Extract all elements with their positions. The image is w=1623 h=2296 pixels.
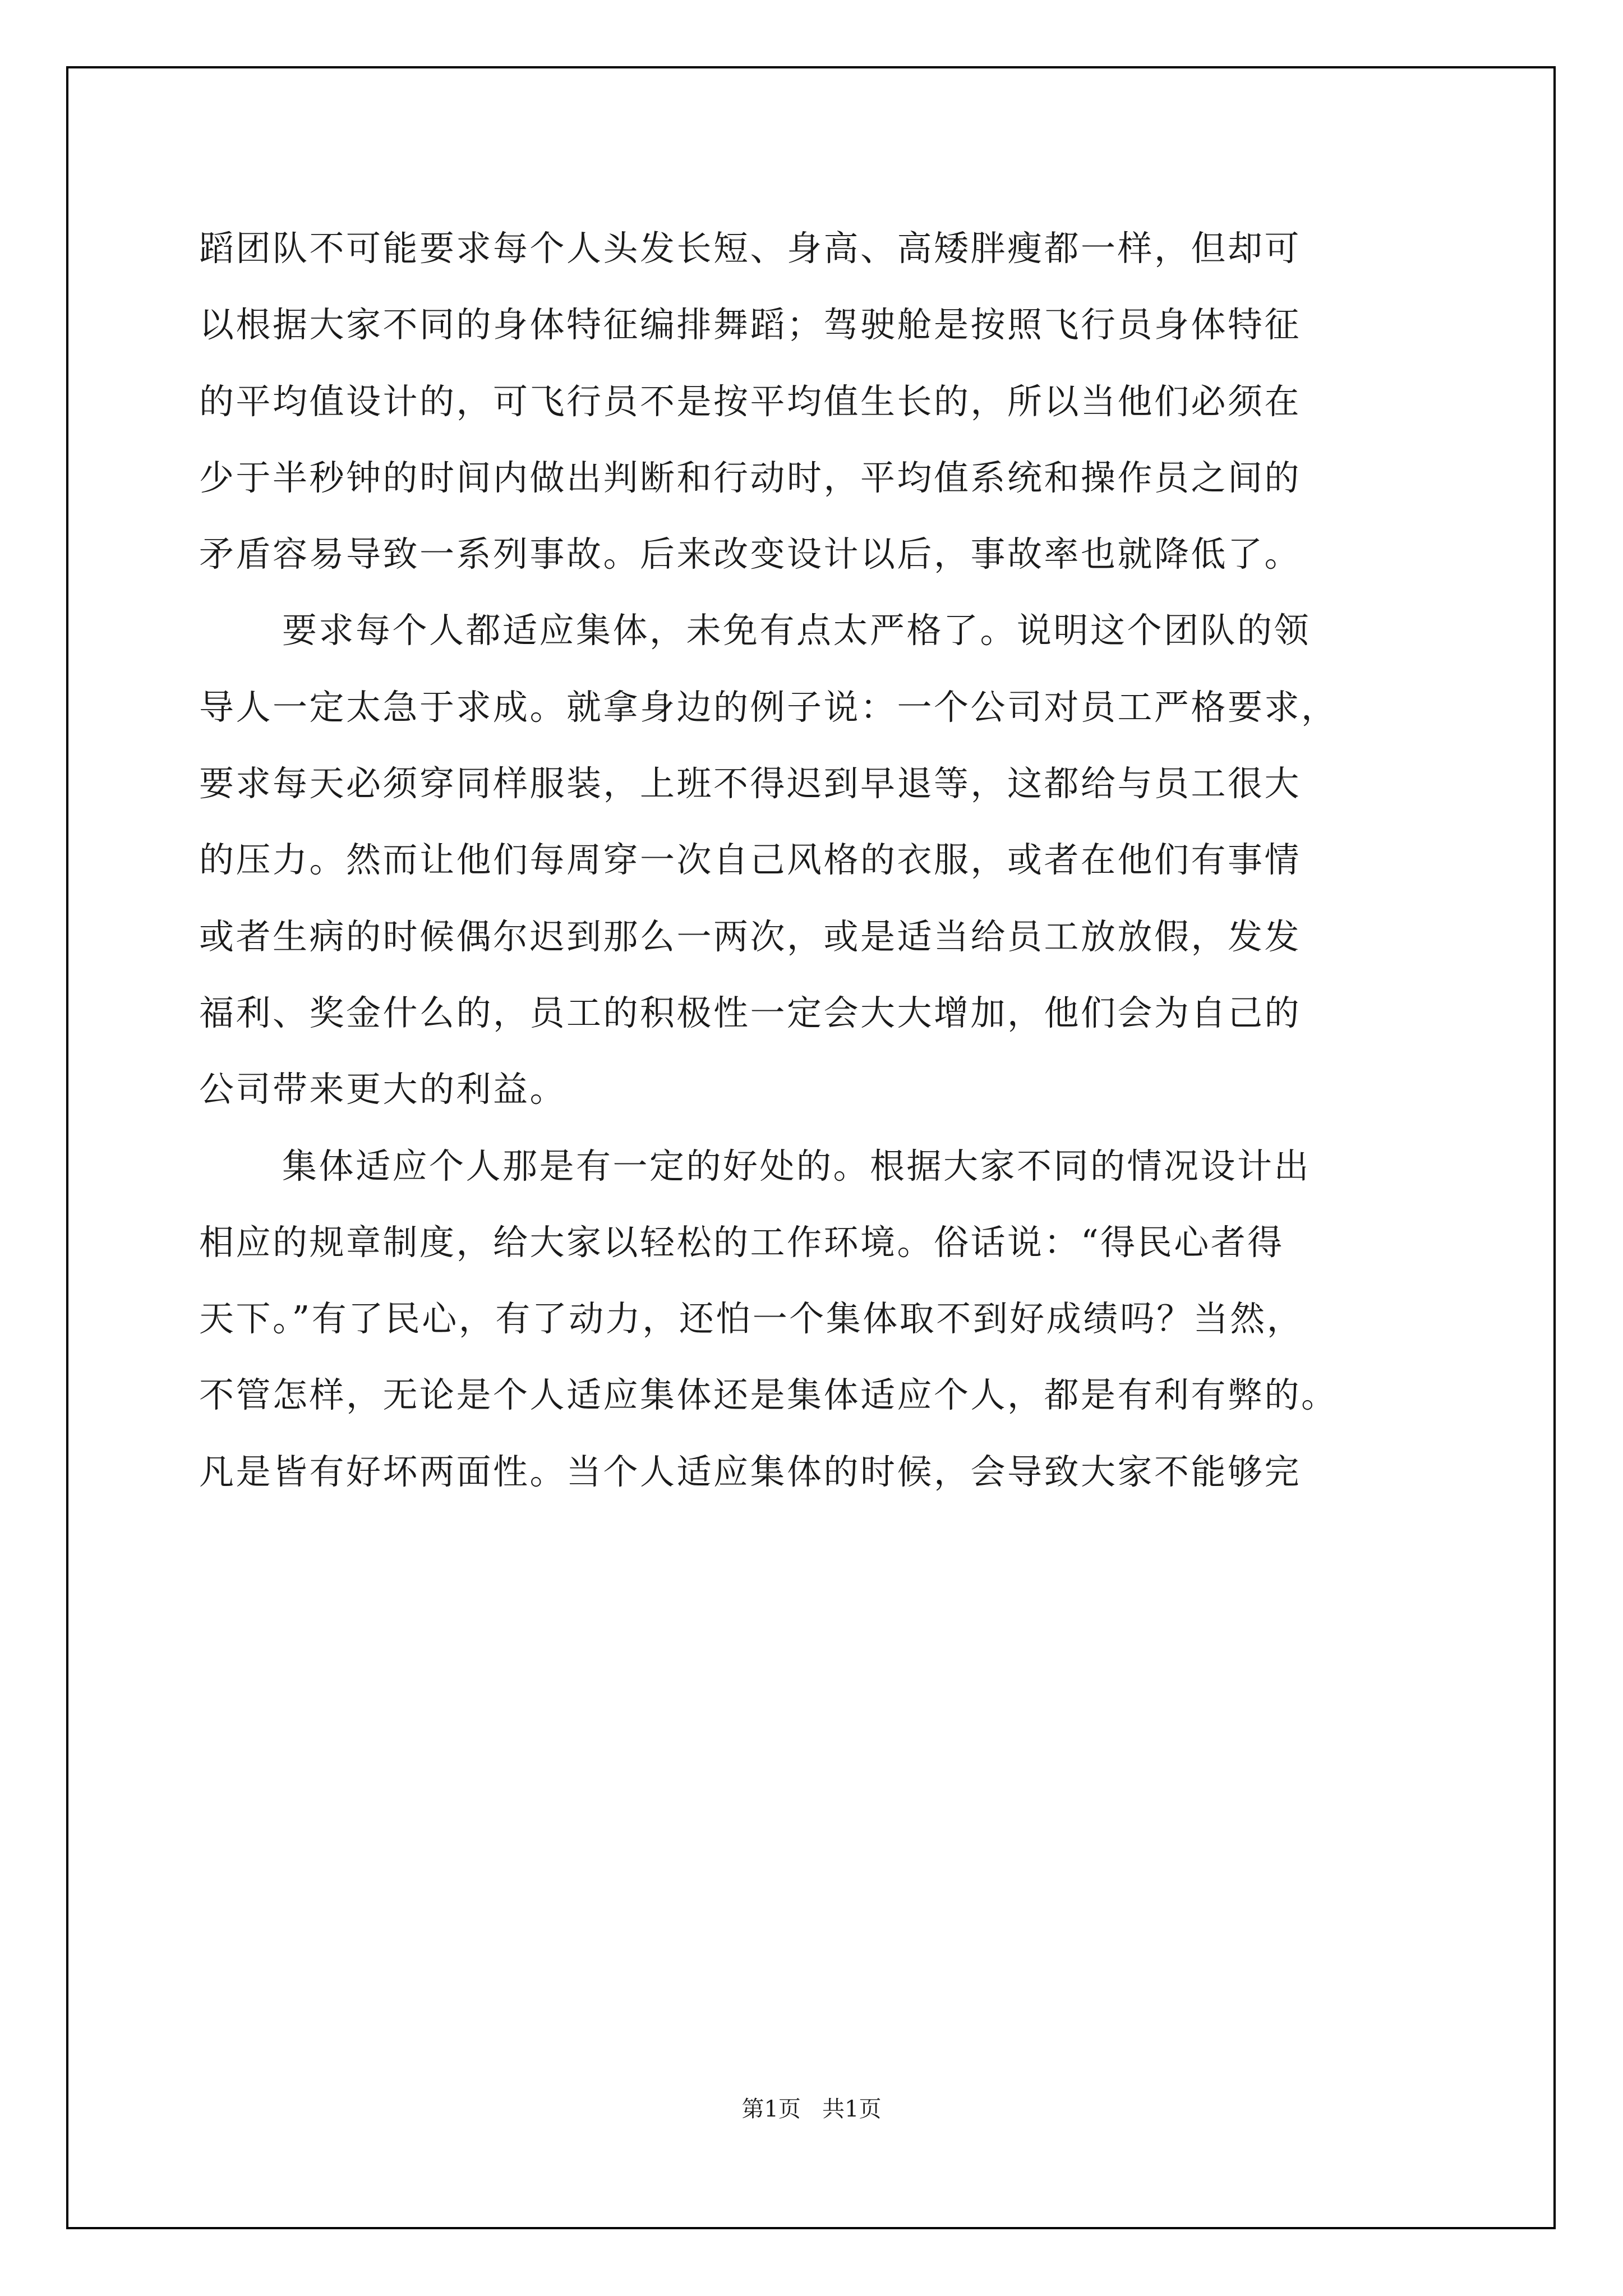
page-footer: 第1页 共1页	[741, 2096, 882, 2122]
text-line: 天下。”有了民心，有了动力，还怕一个集体取不到好成绩吗？当然，	[199, 1298, 1304, 1340]
text-line: 集体适应个人那是有一定的好处的。根据大家不同的情况设计出	[282, 1145, 1311, 1186]
text-line: 不管怎样，无论是个人适应集体还是集体适应个人，都是有利有弊的。	[199, 1374, 1338, 1416]
text-line: 的平均值设计的，可飞行员不是按平均值生长的，所以当他们必须在	[199, 380, 1302, 422]
text-line: 凡是皆有好坏两面性。当个人适应集体的时候，会导致大家不能够完	[199, 1451, 1302, 1492]
text-line: 要求每天必须穿同样服装，上班不得迟到早退等，这都给与员工很大	[199, 763, 1302, 804]
text-line: 要求每个人都适应集体，未免有点太严格了。说明这个团队的领	[282, 610, 1311, 651]
text-line: 公司带来更大的利益。	[199, 1069, 567, 1110]
text-line: 矛盾容易导致一系列事故。后来改变设计以后，事故率也就降低了。	[199, 533, 1302, 575]
document-body	[199, 210, 1427, 1510]
text-line: 导人一定太急于求成。就拿身边的例子说：一个公司对员工严格要求，	[199, 686, 1338, 728]
text-line: 的压力。然而让他们每周穿一次自己风格的衣服，或者在他们有事情	[199, 839, 1302, 881]
text-line: 蹈团队不可能要求每个人头发长短、身高、高矮胖瘦都一样，但却可	[199, 228, 1302, 269]
text-line: 相应的规章制度，给大家以轻松的工作环境。俗话说：“得民心者得	[199, 1221, 1284, 1263]
text-line: 少于半秒钟的时间内做出判断和行动时，平均值系统和操作员之间的	[199, 457, 1302, 498]
text-line: 或者生病的时候偶尔迟到那么一两次，或是适当给员工放放假，发发	[199, 915, 1302, 957]
text-line: 以根据大家不同的身体特征编排舞蹈；驾驶舱是按照飞行员身体特征	[199, 304, 1302, 346]
text-line: 福利、奖金什么的，员工的积极性一定会大大增加，他们会为自己的	[199, 992, 1302, 1033]
